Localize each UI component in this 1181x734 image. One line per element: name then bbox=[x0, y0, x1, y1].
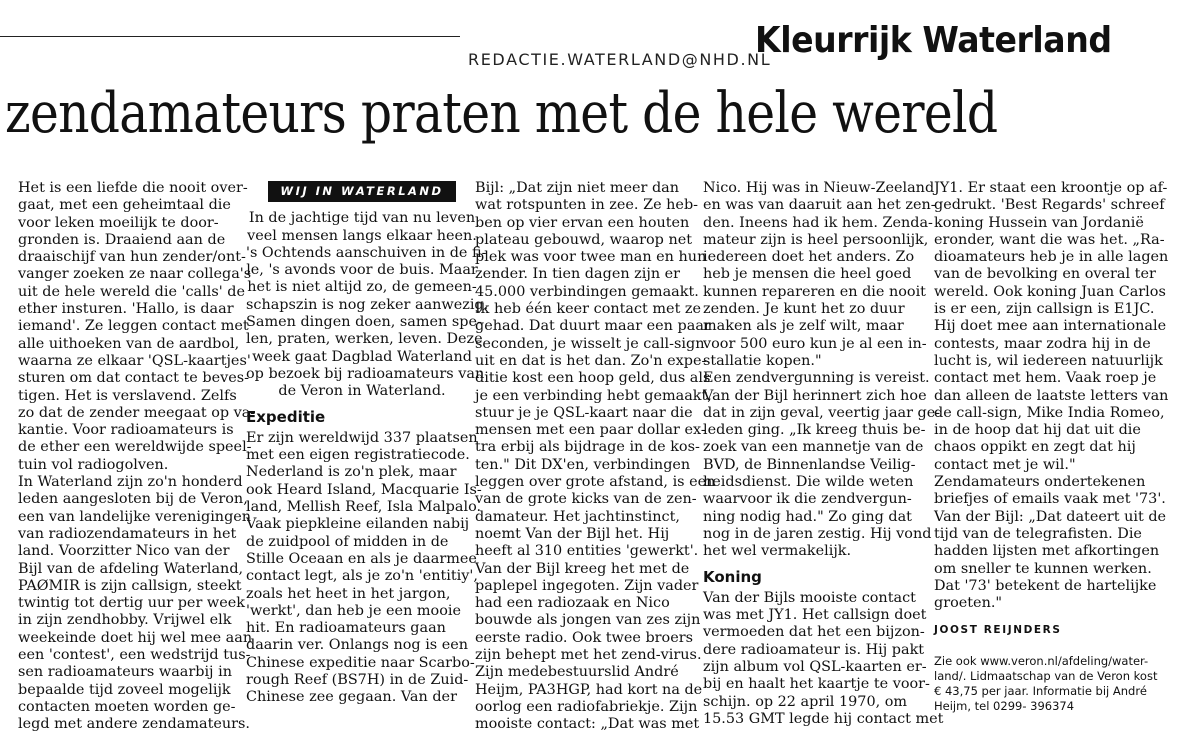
text-line: contacten moeten worden ge- bbox=[18, 698, 236, 715]
text-line: Vaak piepkleine eilanden nabij bbox=[246, 516, 470, 533]
text-line: ether insturen. 'Hallo, is daar bbox=[18, 301, 234, 318]
text-line: Dat '73' betekent de hartelijke bbox=[934, 577, 1157, 594]
text-line: leggen over grote afstand, is een bbox=[475, 474, 716, 491]
text-line: mensen met een paar dollar ex- bbox=[475, 422, 706, 439]
text-line: voor leken moeilijk te door- bbox=[18, 214, 219, 231]
text-line: zo dat de zender meegaat op va- bbox=[18, 404, 256, 421]
text-line: zenden. Je kunt het zo duur bbox=[703, 301, 905, 318]
byline: JOOST REIJNDERS bbox=[934, 624, 1062, 637]
text-line: sturen om dat contact te beves- bbox=[18, 370, 249, 387]
text-line: Bijl: „Dat zijn niet meer dan bbox=[475, 180, 680, 196]
text-line: In Waterland zijn zo'n honderd bbox=[18, 474, 243, 491]
text-line: hadden lijsten met afkortingen bbox=[934, 543, 1160, 560]
section-tag: WIJ IN WATERLAND bbox=[268, 181, 456, 202]
text-line: Hij doet mee aan internationale bbox=[934, 318, 1167, 335]
text-line: schapszin is nog zeker aanwezig. bbox=[246, 296, 489, 313]
text-line: heidsdienst. Die wilde weten bbox=[703, 474, 914, 491]
text-line: eronder, want die was het. „Ra- bbox=[934, 231, 1165, 248]
text-line: en was van daaruit aan het zen- bbox=[703, 197, 936, 214]
text-line: waarna ze elkaar 'QSL-kaartjes' bbox=[18, 352, 251, 369]
text-line: Een zendvergunning is vereist. bbox=[703, 370, 930, 387]
text-line: oorlog een radiofabriekje. Zijn bbox=[475, 698, 698, 715]
text-line: een van landelijke verenigingen bbox=[18, 508, 252, 525]
text-line: tijd van de telegrafisten. Die bbox=[934, 525, 1142, 542]
column-5-text bbox=[934, 180, 1169, 612]
text-line: hit. En radioamateurs gaan bbox=[246, 620, 446, 637]
text-line: dioamateurs heb je in alle lagen bbox=[934, 249, 1169, 266]
text-line: Heijm, PA3HGP, had kort na de bbox=[475, 681, 703, 698]
text-line: alle uithoeken van de aardbol, bbox=[18, 335, 240, 352]
text-line: van de grote kicks van de zen- bbox=[475, 491, 697, 508]
subhead-koning: Koning bbox=[703, 567, 762, 586]
text-line: Samen dingen doen, samen spe- bbox=[246, 314, 482, 331]
text-line: legd met andere zendamateurs. bbox=[18, 716, 250, 733]
text-line: plateau gebouwd, waarop net bbox=[475, 231, 693, 248]
text-line: Ik heb één keer contact met ze bbox=[475, 301, 702, 318]
text-line: Chinese zee gegaan. Van der bbox=[246, 689, 457, 706]
text-line: uit de hele wereld die 'calls' de bbox=[18, 283, 245, 300]
text-line: Van der Bijl herinnert zich hoe bbox=[703, 387, 927, 404]
text-line: tra erbij als bijdrage in de kos- bbox=[475, 439, 700, 456]
text-line: zoek van een mannetje van de bbox=[703, 439, 924, 456]
info-note bbox=[934, 654, 1169, 714]
text-line: sen radioamateurs waarbij in bbox=[18, 664, 232, 681]
text-line: stuur je je QSL-kaart naar die bbox=[475, 404, 693, 421]
text-line: de call-sign, Mike India Romeo, bbox=[934, 404, 1165, 421]
text-line: In de jachtige tijd van nu leven bbox=[248, 210, 476, 227]
text-line: het wel vermakelijk. bbox=[703, 543, 852, 560]
text-line: heb je mensen die heel goed bbox=[703, 266, 912, 283]
text-line: land, Mellish Reef, Isla Malpalo. bbox=[246, 499, 482, 516]
subhead-expeditie: Expeditie bbox=[246, 407, 326, 426]
text-line: briefjes of emails vaak met '73'. bbox=[934, 491, 1166, 508]
text-line: Chinese expeditie naar Scarbo- bbox=[246, 654, 475, 671]
text-line: 's Ochtends aanschuiven in de fi- bbox=[246, 244, 487, 261]
text-line: chaos oppikt en zegt dat hij bbox=[934, 439, 1136, 456]
text-line: is er een, zijn callsign is E1JC. bbox=[934, 301, 1155, 318]
text-line: gehad. Dat duurt maar een paar bbox=[475, 318, 711, 335]
text-line: Heijm, tel 0299- 396374 bbox=[934, 698, 1075, 713]
text-line: dat in zijn geval, veertig jaar ge- bbox=[703, 404, 941, 421]
text-line: leden aangesloten bij de Veron, bbox=[18, 491, 248, 508]
text-line: tigen. Het is verslavend. Zelfs bbox=[18, 387, 237, 404]
article-column-1 bbox=[18, 180, 256, 734]
text-line: heeft al 310 entities 'gewerkt'. bbox=[475, 543, 699, 560]
text-line: le, 's avonds voor de buis. Maar bbox=[246, 262, 478, 279]
text-line: gronden is. Draaiend aan de bbox=[18, 231, 226, 248]
text-line: maken als je zelf wilt, maar bbox=[703, 318, 904, 335]
text-line: ten." Dit DX'en, verbindingen bbox=[475, 456, 691, 473]
text-line: met een eigen registratiecode. bbox=[246, 447, 470, 464]
text-line: mooiste contact: „Dat was met bbox=[475, 716, 700, 733]
text-line: ben op vier ervan een houten bbox=[475, 214, 690, 231]
text-line: iedereen doet het anders. Zo bbox=[703, 249, 915, 266]
text-line: daarin ver. Onlangs nog is een bbox=[246, 637, 469, 654]
intro-box bbox=[246, 210, 489, 400]
expeditie-text bbox=[246, 429, 482, 707]
text-line: Nico. Hij was in Nieuw-Zeeland bbox=[703, 180, 935, 196]
text-line: Er zijn wereldwijd 337 plaatsen bbox=[246, 429, 478, 446]
text-line: eerste radio. Ook twee broers bbox=[475, 629, 694, 646]
text-line: je een verbinding hebt gemaakt, bbox=[475, 387, 712, 404]
text-line: gedrukt. 'Best Regards' schreef bbox=[934, 197, 1165, 214]
text-line: was met JY1. Het callsign doet bbox=[703, 607, 927, 624]
text-line: ning nodig had." Zo ging dat bbox=[703, 508, 912, 525]
text-line: JY1. Er staat een kroontje op af- bbox=[934, 180, 1168, 196]
text-line: in de hoop dat hij dat uit die bbox=[934, 422, 1141, 439]
text-line: waarvoor ik die zendvergun- bbox=[703, 491, 912, 508]
text-line: de zuidpool of midden in de bbox=[246, 533, 449, 550]
text-line: kantie. Voor radioamateurs is bbox=[18, 422, 234, 439]
text-line: groeten." bbox=[934, 595, 1003, 612]
text-line: voor 500 euro kun je al een in- bbox=[703, 335, 927, 352]
text-line: Van der Bijls mooiste contact bbox=[703, 589, 916, 606]
text-line: den. Ineens had ik hem. Zenda- bbox=[703, 214, 933, 231]
text-line: om sneller te kunnen werken. bbox=[934, 560, 1152, 577]
article-column-4 bbox=[703, 180, 944, 728]
text-line: bij en haalt het kaartje te voor- bbox=[703, 676, 930, 693]
text-line: 'werkt', dan heb je een mooie bbox=[246, 602, 462, 619]
text-line: van de bevolking en overal ter bbox=[934, 266, 1156, 283]
text-line: bepaalde tijd zoveel mogelijk bbox=[18, 681, 231, 698]
text-line: damateur. Het jachtinstinct, bbox=[475, 508, 680, 525]
text-line: 15.53 GMT legde hij contact met bbox=[703, 710, 944, 727]
text-line: Zendamateurs ondertekenen bbox=[934, 474, 1146, 491]
text-line: vermoeden dat het een bijzon- bbox=[703, 624, 925, 641]
text-line: Stille Oceaan en als je daarmee bbox=[246, 550, 477, 567]
text-line: mateur zijn is heel persoonlijk, bbox=[703, 231, 929, 248]
text-line: land. Voorzitter Nico van der bbox=[18, 543, 230, 560]
section-title: Kleurrijk Waterland bbox=[755, 20, 1112, 61]
text-line: bouwde als jongen van zes zijn bbox=[475, 612, 701, 629]
text-line: wat rotspunten in zee. Ze heb- bbox=[475, 197, 699, 214]
text-line: schijn. op 22 april 1970, om bbox=[703, 693, 908, 710]
text-line: wereld. Ook koning Juan Carlos bbox=[934, 283, 1166, 300]
text-line: zijn behept met het zend-virus. bbox=[475, 647, 702, 664]
text-line: kunnen repareren en die nooit bbox=[703, 283, 926, 300]
text-line: 45.000 verbindingen gemaakt. bbox=[475, 283, 699, 300]
text-line: zoals het heet in het jargon, bbox=[246, 585, 451, 602]
text-line: de ether een wereldwijde speel- bbox=[18, 439, 252, 456]
text-line: Nederland is zo'n plek, maar bbox=[246, 464, 457, 481]
text-line: de Veron in Waterland. bbox=[278, 383, 446, 400]
text-line: tuin vol radiogolven. bbox=[18, 456, 169, 473]
text-line: van radiozendamateurs in het bbox=[18, 525, 237, 542]
article-column-2 bbox=[246, 181, 489, 707]
text-line: plek was voor twee man en hun bbox=[475, 249, 707, 266]
text-line: € 43,75 per jaar. Informatie bij André bbox=[934, 683, 1147, 698]
text-line: Van der Bijl kreeg het met de bbox=[475, 560, 690, 577]
text-line: dere radioamateur is. Hij pakt bbox=[703, 641, 925, 658]
text-line: koning Hussein van Jordanië bbox=[934, 214, 1144, 231]
column-4-text bbox=[703, 180, 941, 561]
text-line: vanger zoeken ze naar collega's bbox=[18, 266, 252, 283]
text-line: veel mensen langs elkaar heen. bbox=[247, 227, 477, 244]
text-line: weekeinde doet hij wel mee aan bbox=[18, 629, 253, 646]
text-line: het is niet altijd zo, de gemeen- bbox=[247, 279, 477, 296]
text-line: draaischijf van hun zender/ont- bbox=[18, 249, 246, 266]
text-line: nog in de jaren zestig. Hij vond bbox=[703, 525, 932, 542]
text-line: zender. In tien dagen zijn er bbox=[475, 266, 681, 283]
article-column-3 bbox=[475, 180, 716, 734]
text-line: paplepel ingegoten. Zijn vader bbox=[475, 577, 699, 594]
text-line: rough Reef (BS7H) in de Zuid- bbox=[246, 672, 469, 689]
text-line: seconden, je wisselt je call-sign bbox=[475, 335, 705, 352]
text-line: Het is een liefde die nooit over- bbox=[18, 180, 248, 196]
text-line: noemt Van der Bijl het. Hij bbox=[475, 525, 670, 542]
text-line: Zie ook www.veron.nl/afdeling/water- bbox=[934, 653, 1149, 668]
text-line: dan alleen de laatste letters van bbox=[934, 387, 1169, 404]
text-line: uit en dat is het dan. Zo'n expe- bbox=[475, 352, 707, 369]
text-line: in zijn zendhobby. Vrijwel elk bbox=[18, 612, 232, 629]
email-address: REDACTIE.WATERLAND@NHD.NL bbox=[468, 50, 772, 69]
article-column-5 bbox=[934, 180, 1169, 714]
koning-text bbox=[703, 589, 944, 728]
header-rule bbox=[0, 36, 460, 37]
text-line: op bezoek bij radioamateurs van bbox=[246, 365, 485, 382]
text-line: land/. Lidmaatschap van de Veron kost bbox=[934, 668, 1158, 683]
text-line: Zijn medebestuurslid André bbox=[475, 664, 679, 681]
text-line: PAØMIR is zijn callsign, steekt bbox=[18, 577, 242, 594]
text-line: Van der Bijl: „Dat dateert uit de bbox=[934, 508, 1167, 525]
text-line: contests, maar zodra hij in de bbox=[934, 335, 1151, 352]
text-line: leden ging. „Ik kreeg thuis be- bbox=[703, 422, 926, 439]
headline: zendamateurs praten met de hele wereld bbox=[5, 81, 998, 146]
text-line: gaat, met een geheimtaal die bbox=[18, 197, 231, 214]
text-line: iemand'. Ze leggen contact met bbox=[18, 318, 249, 335]
text-line: Bijl van de afdeling Waterland, bbox=[18, 560, 244, 577]
text-line: twintig tot dertig uur per week bbox=[18, 595, 245, 612]
text-line: stallatie kopen." bbox=[703, 352, 822, 369]
text-line: contact met hem. Vaak roep je bbox=[934, 370, 1157, 387]
text-line: lucht is, wil iedereen natuurlijk bbox=[934, 352, 1163, 369]
text-line: zijn album vol QSL-kaarten er- bbox=[703, 659, 927, 676]
text-line: een 'contest', een wedstrijd tus- bbox=[18, 647, 251, 664]
text-line: ook Heard Island, Macquarie Is- bbox=[246, 481, 482, 498]
text-line: len, praten, werken, leven. Deze bbox=[246, 331, 483, 348]
text-line: contact legt, als je zo'n 'entitiy', bbox=[246, 568, 478, 585]
text-line: had een radiozaak en Nico bbox=[475, 595, 670, 612]
text-line: BVD, de Binnenlandse Veilig- bbox=[703, 456, 916, 473]
text-line: contact met je wil." bbox=[934, 456, 1076, 473]
text-line: ditie kost een hoop geld, dus als bbox=[475, 370, 711, 387]
text-line: week gaat Dagblad Waterland bbox=[252, 348, 472, 365]
